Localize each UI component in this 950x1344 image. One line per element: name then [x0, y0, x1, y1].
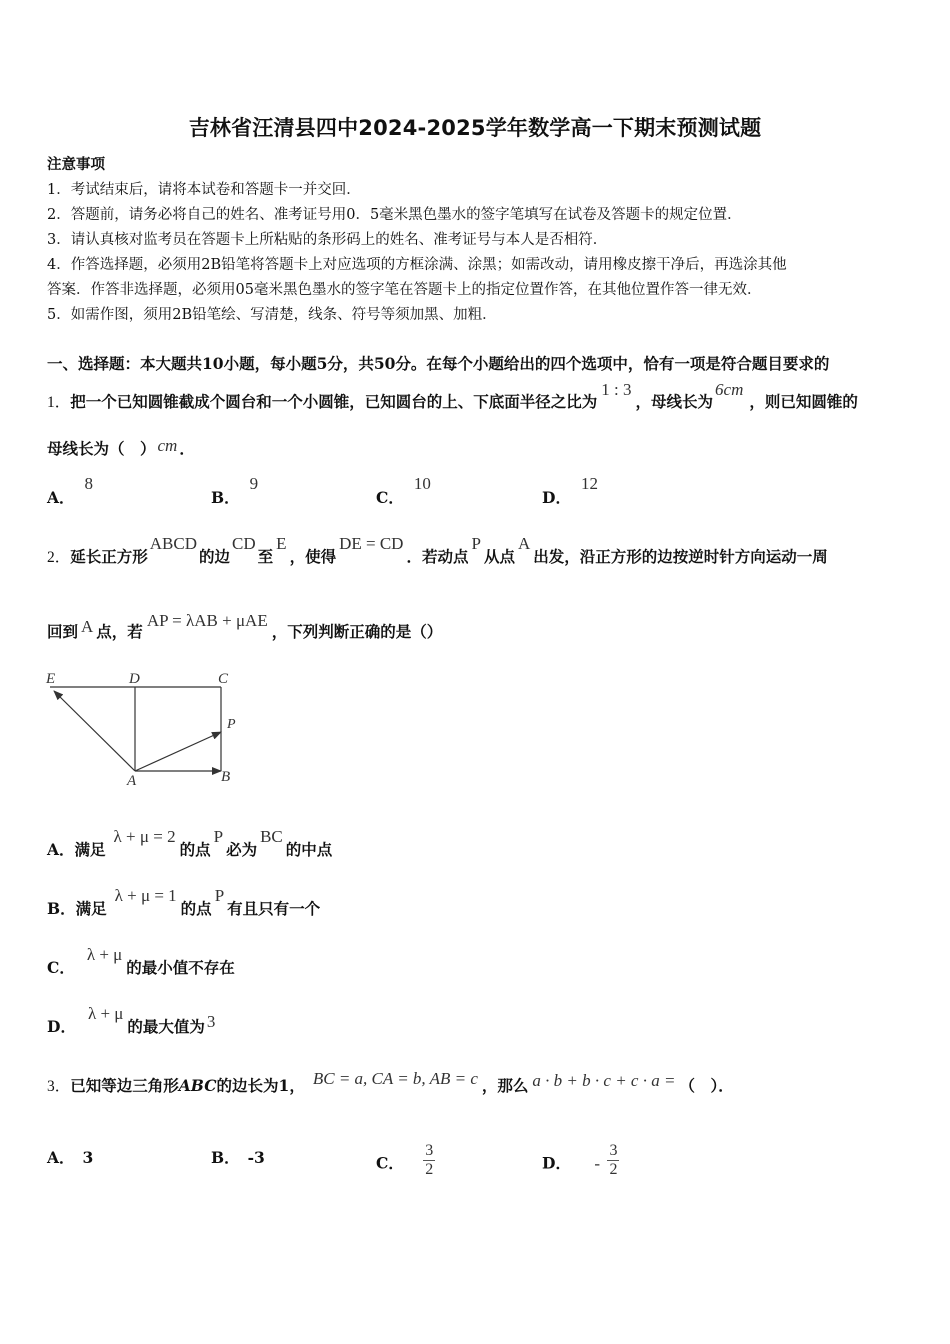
- unit-expr: cm: [157, 436, 178, 455]
- label-p: P: [227, 717, 236, 732]
- question-number: 2．: [47, 549, 71, 566]
- notice-item: 2．答题前，请务必将自己的姓名、准考证号用0．5毫米黑色墨水的签字笔填写在试卷及答题卡的规定位置．: [47, 207, 742, 223]
- fraction: $\frac{3}{2}$: [609, 1142, 618, 1178]
- notice-item: 3．请认真核对监考员在答题卡上所粘贴的条形码上的姓名、准考证号与本人是否相符．: [47, 232, 608, 248]
- notice-item: 1．考试结束后，请将本试卷和答题卡一并交回．: [47, 182, 361, 198]
- q2-option-c[interactable]: C．λ + μ的最小值不存在: [47, 945, 235, 977]
- fraction: $\frac{3}{2}$: [425, 1142, 434, 1178]
- vector-ap: [135, 732, 221, 771]
- notice-heading: 注意事项: [47, 156, 105, 173]
- q2-option-a[interactable]: A．满足λ + μ = 2的点P必为BC的中点: [47, 827, 333, 859]
- vector-ae: [54, 691, 135, 771]
- section-heading: 一、选择题：本大题共10小题，每小题5分，共50分。在每个小题给出的四个选项中，恰有一项是符合题目要求的: [47, 354, 830, 373]
- label-b: B: [221, 769, 231, 785]
- q1-option-c[interactable]: C．10: [376, 474, 431, 507]
- q1-option-a[interactable]: A．8: [47, 474, 94, 507]
- page-title: 吉林省汪清县四中2024-2025学年数学高一下期末预测试题: [188, 116, 762, 140]
- question-2: 2．延长正方形ABCD的边CD至E，使得DE = CD．若动点P从点A出发，沿正方形的边按逆时针方向运动一周: [47, 534, 828, 566]
- q2-option-b[interactable]: B．满足λ + μ = 1的点P有且只有一个: [47, 886, 321, 918]
- length-expr: 6cm: [715, 380, 744, 399]
- q3-option-c[interactable]: C． $\frac{3}{2}$: [376, 1142, 434, 1178]
- question-1-line2: 母线长为（ ） cm ．: [47, 436, 195, 458]
- question-number: 3．: [47, 1078, 71, 1095]
- square-figure: [40, 664, 250, 789]
- q3-option-b[interactable]: B． -3: [211, 1148, 265, 1167]
- q2-option-d[interactable]: D．λ + μ的最大值为 3: [47, 1004, 216, 1036]
- notice-item: 5．如需作图，须用2B铅笔绘、写清楚，线条、符号等须加黑、加粗．: [47, 307, 497, 323]
- question-number: 1．: [47, 394, 71, 411]
- q1-option-b[interactable]: B．9: [211, 474, 259, 507]
- label-e: E: [46, 671, 56, 687]
- label-d: D: [129, 671, 140, 687]
- label-a: A: [127, 773, 137, 789]
- label-c: C: [218, 671, 229, 687]
- question-2-line2: 回到 A 点，若AP = λAB + μAE，下列判断正确的是（）: [47, 611, 443, 641]
- notice-item: 答案．作答非选择题，必须用05毫米黑色墨水的签字笔在答题卡上的指定位置作答，在其他位置作答一律无效．: [47, 282, 762, 298]
- question-3: 3．已知等边三角形ABC的边长为1， BC = a, CA = b, AB = c ，那么 a · b + b · c + c · a = （ ）．: [47, 1069, 734, 1095]
- question-1: 1．把一个已知圆锥截成个圆台和一个小圆锥，已知圆台的上、下底面半径之比为1 : 3，母线长为6cm，则已知圆锥的: [47, 380, 858, 411]
- q3-option-d[interactable]: D． - $\frac{3}{2}$: [542, 1142, 618, 1178]
- notice-item: 4．作答选择题，必须用2B铅笔将答题卡上对应选项的方框涂满、涂黑；如需改动，请用橡皮擦干净后，再选涂其他: [47, 257, 787, 273]
- q1-option-d[interactable]: D．12: [542, 474, 598, 507]
- q3-option-a[interactable]: A． 3: [47, 1148, 94, 1167]
- ratio-expr: 1 : 3: [601, 380, 632, 399]
